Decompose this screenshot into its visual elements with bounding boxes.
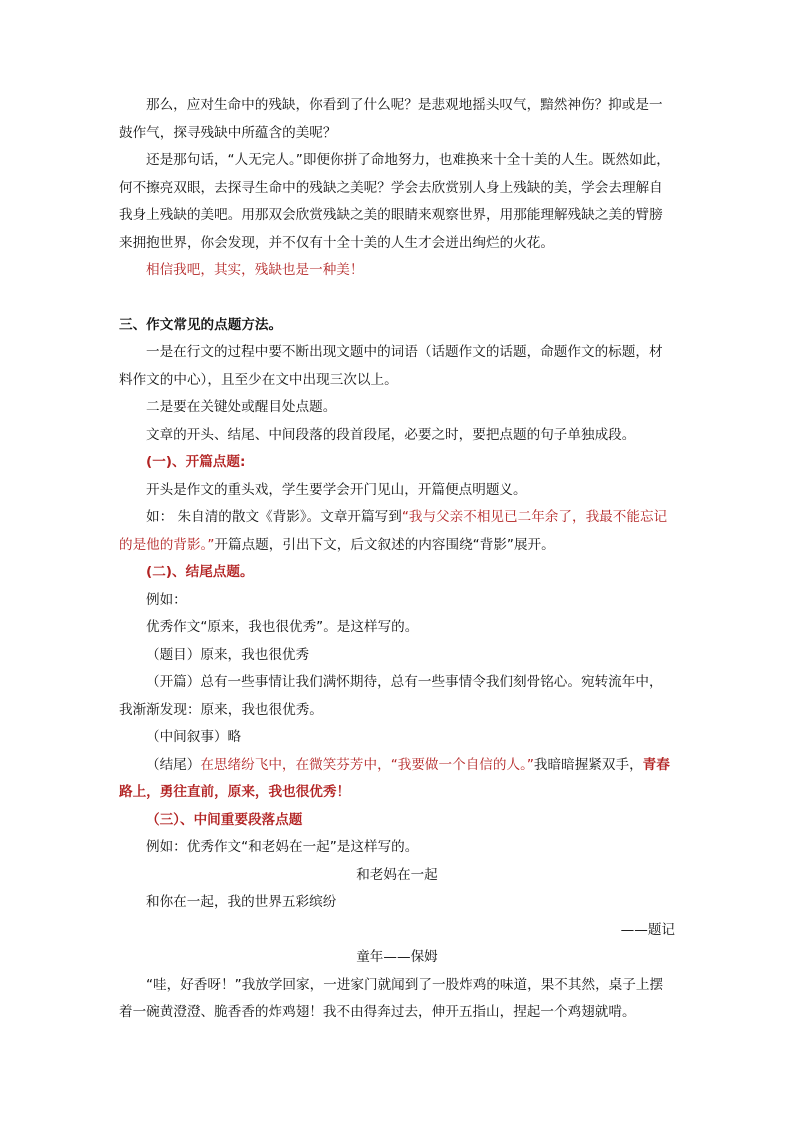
- section-heading: 三、作文常见的点题方法。: [119, 316, 283, 333]
- method-two: 二是要在关键处或醒目处点题。: [146, 399, 337, 415]
- ending-red-text: 在思绪纷飞中，在微笑芬芳中，: [200, 756, 391, 773]
- ending-black-text: 我暗暗握紧双手，: [533, 756, 643, 773]
- document-body: [119, 92, 675, 1027]
- method-three: 文章的开头、结尾、中间段落的段首段尾，必要之时，要把点题的句子单独成段。: [146, 426, 636, 443]
- opening-description: 开头是作文的重头戏，学生要学会开门见山，开篇便点明题义。: [146, 481, 527, 498]
- example-label: 例如：: [146, 591, 187, 608]
- example-text-end: 开篇点题，引出下文，后文叙述的内容围绕“背影”展开。: [214, 536, 555, 553]
- essay-title: 和老妈在一起: [356, 866, 438, 883]
- example-text: 如： 朱自清的散文《背影》。文章开篇写到: [146, 509, 402, 525]
- ending-conclusion: [119, 752, 675, 807]
- paragraph-argument: 还是那句话，“人无完人。”即便你拼了命地努力，也难换来十全十美的人生。既然如此，何不擦亮双眼，去探寻生命中的残缺之美呢？学会去欣赏别人身上残缺的美，学会去理解自我身上残缺的美吧。用那双会欣赏残缺之美的眼睛来观察世界，用那能理解残缺之美的臂膀来拥抱世界，你会发现，并不仅有十全十美的人生才会迸出绚烂的火花。: [119, 152, 670, 251]
- middle-intro: 例如：优秀作文“和老妈在一起”是这样写的。: [146, 839, 419, 855]
- example-quote: “我与父亲不相见已二年余了，我最不能忘记的是他的背影。”: [119, 509, 668, 553]
- ending-title-line: （题目）原来，我也很优秀: [146, 646, 310, 663]
- method-one: 一是在行文的过程中要不断出现文题中的词语（话题作文的话题，命题作文的标题，材料作文的中心），且至少在文中出现三次以上。: [119, 344, 663, 388]
- subheading-middle: （三）、中间重要段落点题: [146, 811, 303, 828]
- ending-intro: 优秀作文“原来，我也很优秀”。是这样写的。: [146, 619, 419, 635]
- subheading-opening: (一)、开篇点题:: [146, 454, 246, 470]
- ending-quote: “我要做一个自信的人。”: [390, 756, 534, 773]
- essay-paragraph: “哇，好香呀！”我放学回家，一进家门就闻到了一股炸鸡的味道，果不其然，桌子上摆着一碗黄澄澄、脆香香的炸鸡翅！我不由得奔过去，伸开五指山，捏起一个鸡翅就啃。: [119, 976, 664, 1020]
- paragraph-reflection: 那么，应对生命中的残缺，你看到了什么呢？是悲观地摇头叹气，黯然神伤？抑或是一鼓作气，探寻残缺中所蕴含的美呢？: [119, 97, 663, 141]
- epigraph-note: ——题记: [620, 921, 675, 938]
- essay-epigraph: 和你在一起，我的世界五彩缤纷: [146, 894, 337, 910]
- ending-final: 青春路上，勇往直前，原来，我也很优秀！: [119, 756, 670, 800]
- spacer: [119, 285, 675, 312]
- subheading-ending: (二)、结尾点题。: [146, 564, 254, 580]
- opening-example: [119, 504, 675, 559]
- essay-subtitle: 童年——保姆: [356, 949, 438, 965]
- ending-opening: （开篇）总有一些事情让我们满怀期待，总有一些事情令我们刻骨铭心。宛转流年中，我渐渐发现：原来，我也很优秀。: [119, 674, 663, 718]
- paragraph-conclusion: 相信我吧，其实，残缺也是一种美！: [146, 262, 364, 278]
- ending-middle: （中间叙事）略: [146, 729, 242, 745]
- ending-label: （结尾）: [146, 756, 201, 773]
